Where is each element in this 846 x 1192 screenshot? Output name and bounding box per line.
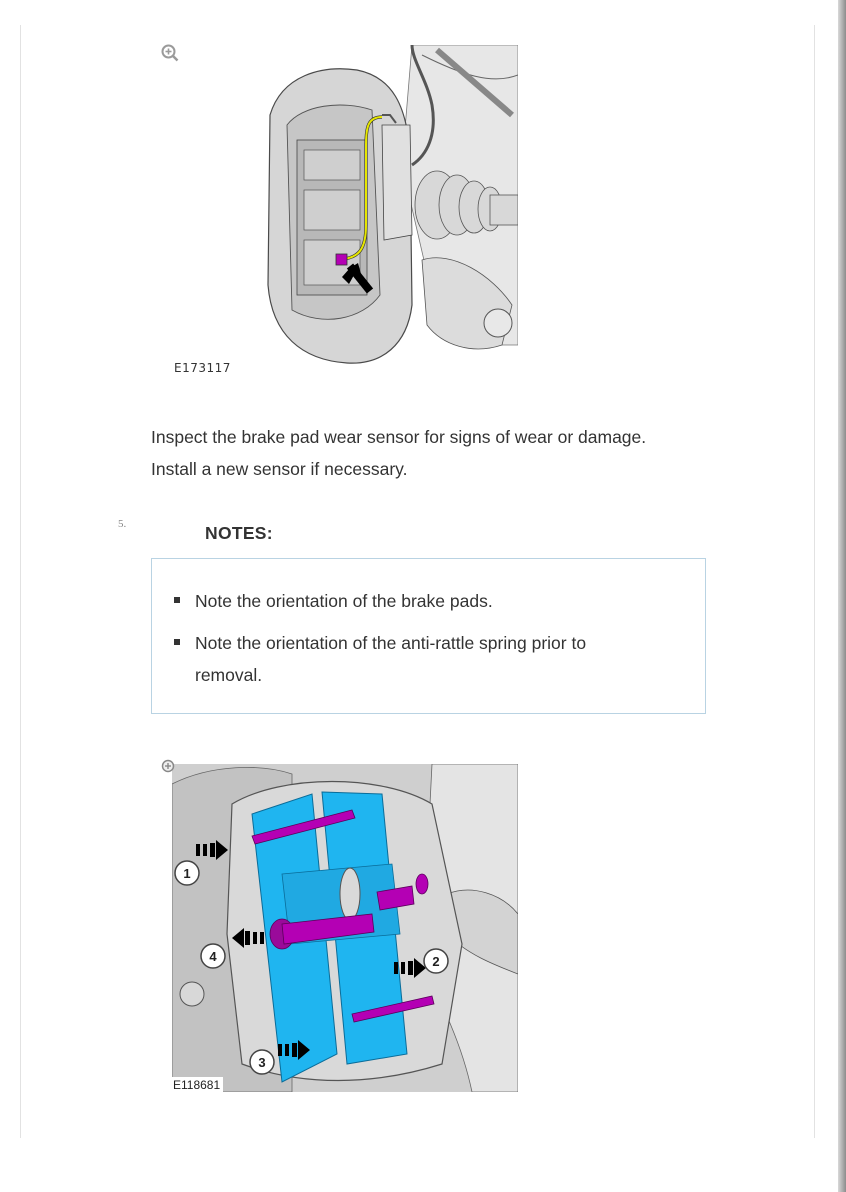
callout-4-label: 4 [209,949,217,964]
figure-id-label: E118681 [170,1077,223,1093]
notes-list [172,585,642,701]
zoom-in-icon[interactable] [161,759,179,777]
figure-id-label: E173117 [174,361,231,375]
zoom-in-icon[interactable] [161,44,179,62]
note-item: Note the orientation of the anti-rattle spring prior to removal. [172,627,642,691]
note-item: Note the orientation of the brake pads. [172,585,642,617]
brake-caliper-sensor-figure [262,45,518,375]
callout-1-label: 1 [183,866,191,881]
step-number: 5. [118,518,127,530]
notes-box [151,558,706,714]
instruction-line-1: Inspect the brake pad wear sensor for signs of wear or damage. [151,427,647,447]
instruction-line-2: Install a new sensor if necessary. [151,459,408,479]
callout-3-label: 3 [258,1055,266,1070]
instruction-text [151,421,731,485]
page-right-border [814,25,815,1138]
callout-2-label: 2 [432,954,440,969]
brake-pad-removal-figure [172,764,518,1092]
scrollbar-edge[interactable] [838,0,846,1192]
page-left-border [20,25,21,1138]
notes-heading: NOTES: [205,523,273,543]
